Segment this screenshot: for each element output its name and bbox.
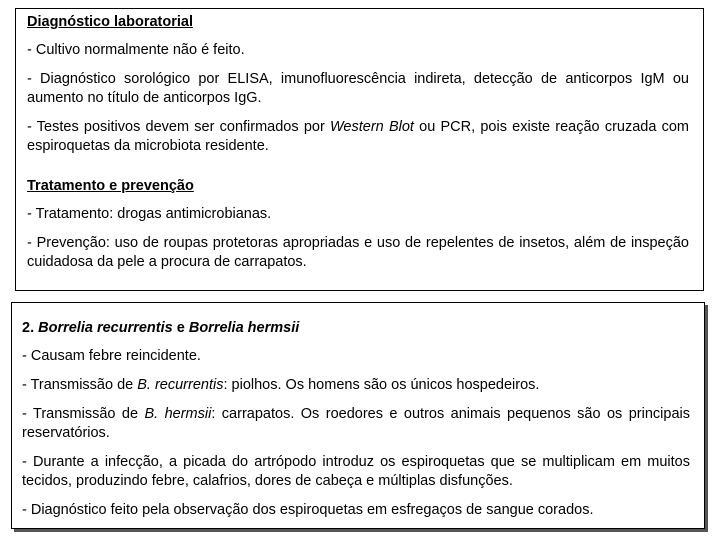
paragraph-prevencao: - Prevenção: uso de roupas protetoras apropriadas e uso de repelentes de insetos, além de inspeção cuidadosa da pele a procura de carrapatos. xyxy=(27,235,689,270)
borrelia-recurrentis-hermsii-box xyxy=(11,302,705,529)
section-title-diagnostico: Diagnóstico laboratorial xyxy=(27,14,193,30)
paragraph-infeccao: - Durante a infecção, a picada do artrópodo introduz os espiroquetas que se multiplicam em muitos tecidos, produzindo febre, calafrios, dores de cabeça e múltiplas disfunções. xyxy=(22,454,690,489)
paragraph-tratamento: - Tratamento: drogas antimicrobianas. xyxy=(27,206,272,222)
section-title-tratamento: Tratamento e prevenção xyxy=(27,178,194,194)
paragraph-transmissao-recurrentis: - Transmissão de B. recurrentis: piolhos. Os homens são os únicos hospedeiros. xyxy=(22,377,540,393)
paragraph-febre: - Causam febre reincidente. xyxy=(22,348,201,364)
paragraph-transmissao-hermsii: - Transmissão de B. hermsii: carrapatos. Os roedores e outros animais pequenos são os principais reservatórios. xyxy=(22,406,690,441)
paragraph-sorologico: - Diagnóstico sorológico por ELISA, imunofluorescência indireta, detecção de anticorpos IgM ou aumento no título de anticorpos IgG. xyxy=(27,71,689,106)
diagnosis-treatment-box xyxy=(15,8,704,291)
paragraph-cultivo: - Cultivo normalmente não é feito. xyxy=(27,42,245,58)
paragraph-diagnostico: - Diagnóstico feito pela observação dos espiroquetas em esfregaços de sangue corados. xyxy=(22,502,594,518)
section-title-borrelia: 2. Borrelia recurrentis e Borrelia hermsii xyxy=(22,320,300,336)
paragraph-testes-positivos: - Testes positivos devem ser confirmados por Western Blot ou PCR, pois existe reação cruzada com espiroquetas da microbiota residente. xyxy=(27,119,690,154)
western-blot-term: Western Blot xyxy=(330,119,414,135)
